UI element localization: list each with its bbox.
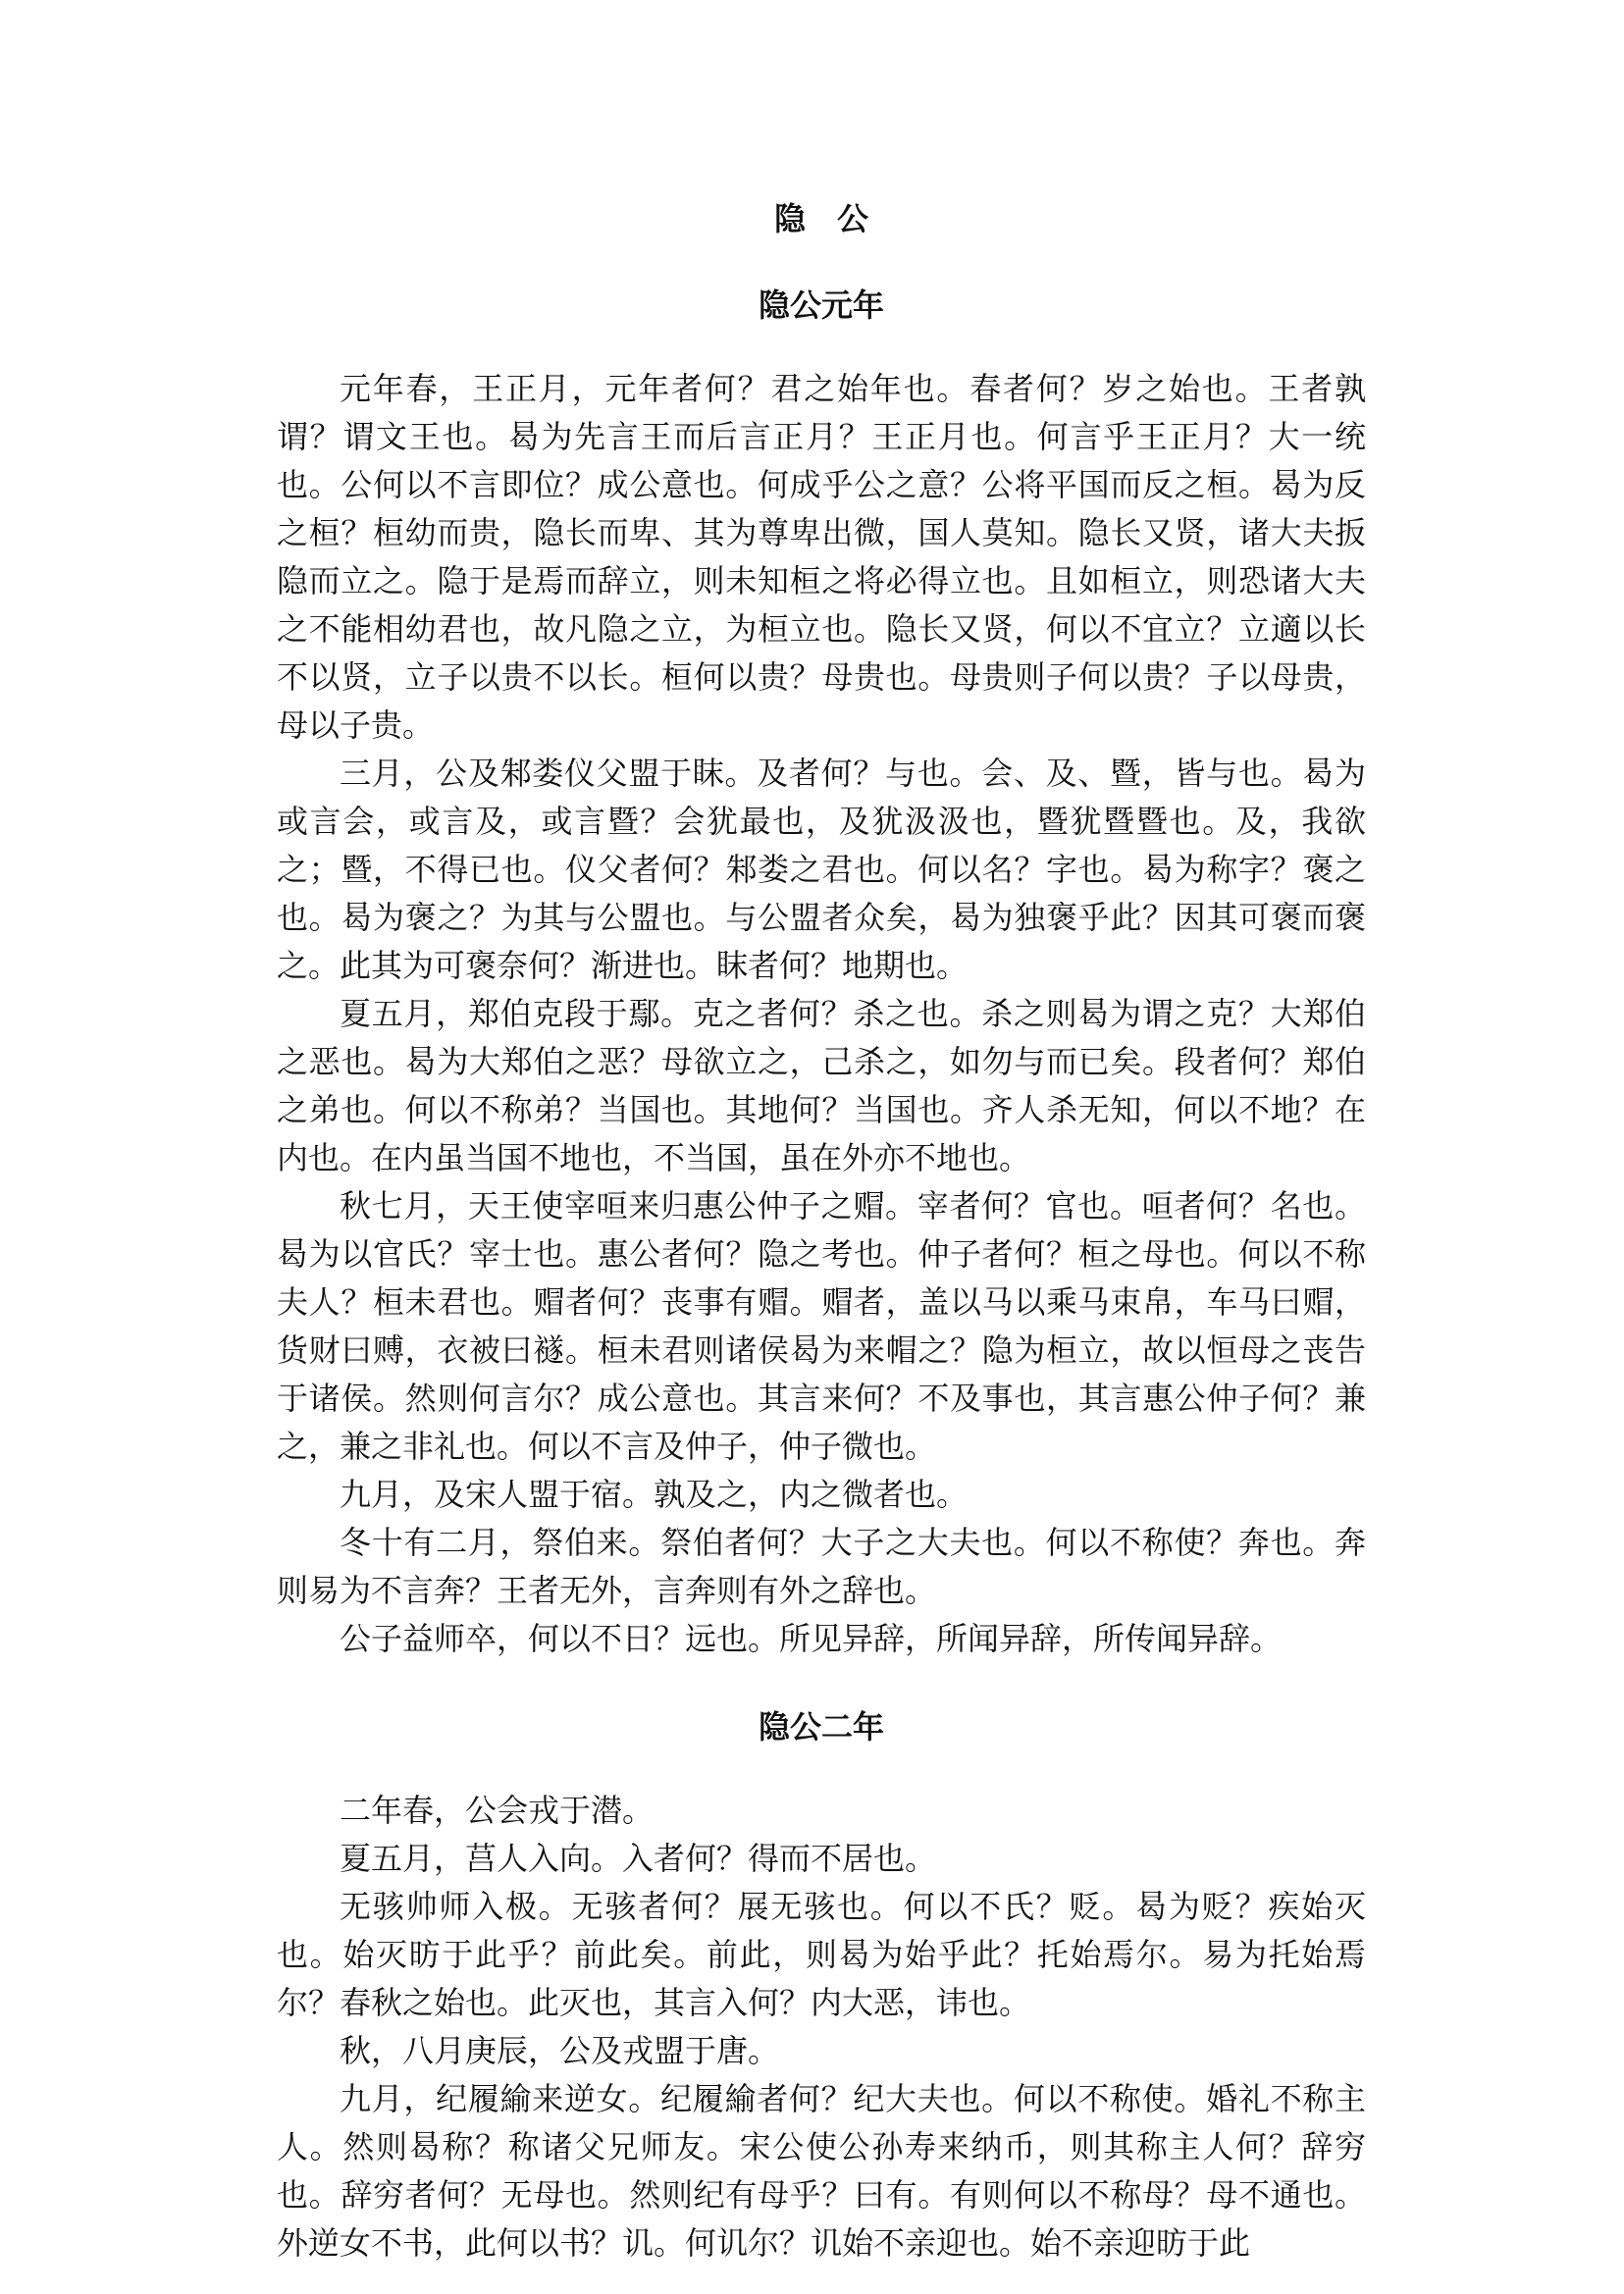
paragraph: 元年春，王正月，元年者何？君之始年也。春者何？岁之始也。王者孰谓？谓文王也。曷为先言王而后言正月？王正月也。何言乎王正月？大一统也。公何以不言即位？成公意也。何成乎公之意？公将平国而反之桓。曷为反之桓？桓幼而贵，隐长而卑、其为尊卑出微，国人莫知。隐长又贤，诸大夫扳隐而立之。隐于是焉而辞立，则未知桓之将必得立也。且如桓立，则恐诸大夫之不能相幼君也，故凡隐之立，为桓立也。隐长又贤，何以不宜立？立適以长不以贤，立子以贵不以长。桓何以贵？母贵也。母贵则子何以贵？子以母贵，母以子贵。 (277, 370, 1366, 744)
paragraph: 二年春，公会戎于潜。 (340, 1792, 655, 1829)
spacer (277, 328, 1366, 365)
spacer (277, 1663, 1366, 1704)
section-heading: 隐公二年 (758, 1708, 884, 1746)
section-yin-gong-year-2 (277, 1704, 1366, 2268)
spacer (277, 1749, 1366, 1787)
paragraph: 冬十有二月，祭伯来。祭伯者何？大子之大夫也。何以不称使？奔也。奔则易为不言奔？王者无外，言奔则有外之辞也。 (277, 1524, 1366, 1609)
paragraph: 公子益师卒，何以不日？远也。所见异辞，所闻异辞，所传闻异辞。 (340, 1620, 1283, 1657)
paragraph: 无骇帅师入极。无骇者何？展无骇也。何以不氏？贬。曷为贬？疾始灭也。始灭昉于此乎？前此矣。前此，则曷为始乎此？托始焉尔。易为托始焉尔？春秋之始也。此灭也，其言入何？内大恶，讳也。 (277, 1888, 1366, 2021)
spacer (277, 241, 1366, 283)
paragraph: 三月，公及邾娄仪父盟于眜。及者何？与也。会、及、暨，皆与也。曷为或言会，或言及，或言暨？会犹最也，及犹汲汲也，暨犹暨暨也。及，我欲之；暨，不得已也。仪父者何？邾娄之君也。何以名？字也。曷为称字？褒之也。曷为褒之？为其与公盟也。与公盟者众矣，曷为独褒乎此？因其可褒而褒之。此其为可褒奈何？渐进也。眜者何？地期也。 (277, 755, 1366, 984)
paragraph: 秋七月，天王使宰咺来归惠公仲子之赗。宰者何？官也。咺者何？名也。曷为以官氏？宰士也。惠公者何？隐之考也。仲子者何？桓之母也。何以不称夫人？桓未君也。赗者何？丧事有赗。赗者，盖以马以乘马束帛，车马曰赗，货财曰赙，衣被曰襚。桓未君则诸侯曷为来帽之？隐为桓立，故以恒母之丧告于诸侯。然则何言尔？成公意也。其言来何？不及事也，其言惠公仲子何？兼之，兼之非礼也。何以不言及仲子，仲子微也。 (277, 1187, 1366, 1465)
paragraph: 九月，纪履緰来逆女。纪履緰者何？纪大夫也。何以不称使。婚礼不称主人。然则曷称？称诸父兄师友。宋公使公孙寿来纳币，则其称主人何？辞穷也。辞穷者何？无母也。然则纪有母乎？曰有。有则何以不称母？母不通也。外逆女不书，此何以书？讥。何讥尔？讥始不亲迎也。始不亲迎昉于此 (277, 2080, 1366, 2262)
paragraph: 夏五月，郑伯克段于鄢。克之者何？杀之也。杀之则曷为谓之克？大郑伯之恶也。曷为大郑伯之恶？母欲立之，己杀之，如勿与而已矣。段者何？郑伯之弟也。何以不称弟？当国也。其地何？当国也。齐人杀无知，何以不地？在内也。在内虽当国不地也，不当国，虽在外亦不地也。 (277, 995, 1366, 1176)
chapter-title: 隐 公 (773, 200, 868, 237)
section-yin-gong-year-1 (277, 283, 1366, 1663)
paragraph: 九月，及宋人盟于宿。孰及之，内之微者也。 (340, 1476, 969, 1513)
paragraph: 夏五月，莒人入向。入者何？得而不居也。 (340, 1840, 937, 1877)
document-body (277, 196, 1366, 2268)
paragraph: 秋，八月庚辰，公及戎盟于唐。 (340, 2032, 780, 2069)
section-heading: 隐公元年 (758, 287, 884, 324)
